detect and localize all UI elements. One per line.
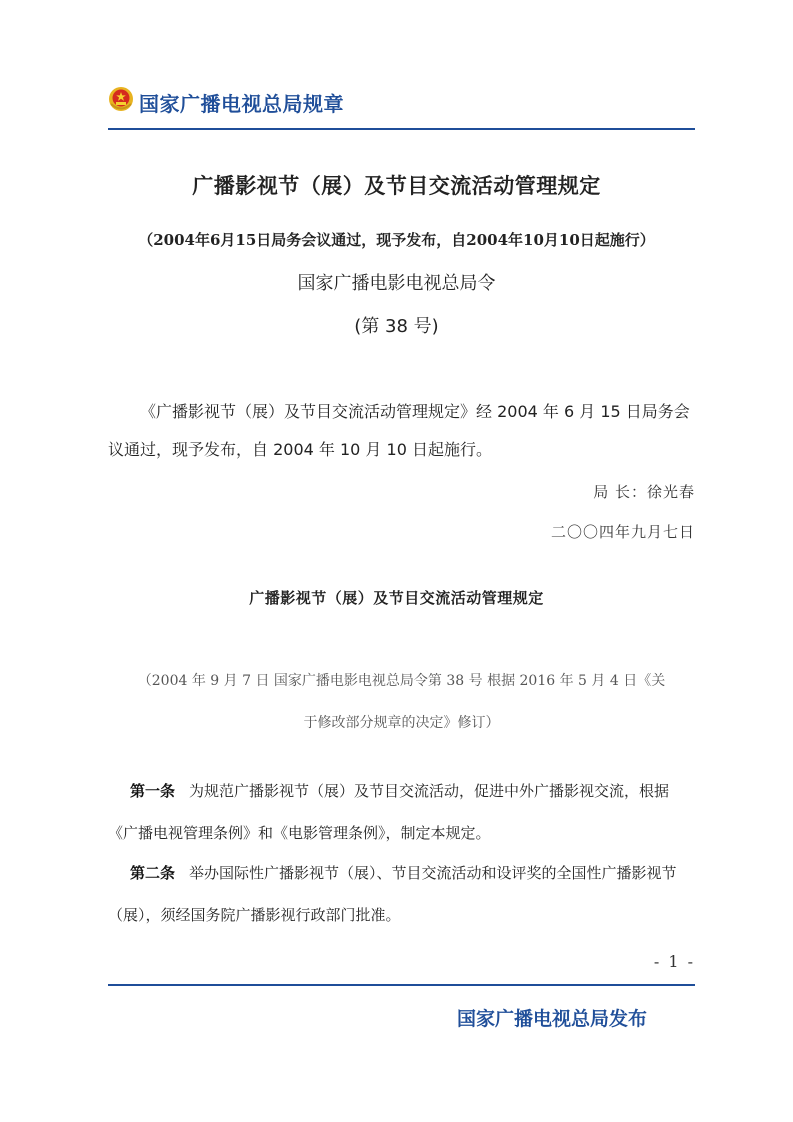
page-number: - 1 - [653,952,695,971]
article-label: 第一条 [130,782,176,800]
signer: 局 长：徐光春 [593,483,695,501]
article-label: 第二条 [130,864,176,882]
article-text: 举办国际性广播影视节（展）、节目交流活动和设评奖的全国性广播影视节（展），须经国务院广播影视行政部门批准。 [108,864,677,924]
document-title: 广播影视节（展）及节目交流活动管理规定 [192,173,601,198]
article-1 [108,770,695,854]
order-number: (第 38 号) [354,316,439,337]
footer-publisher: 国家广播电视总局发布 [456,1008,647,1030]
header-divider [108,128,695,130]
sign-date: 二〇〇四年九月七日 [550,523,695,541]
regulation-title: 广播影视节（展）及节目交流活动管理规定 [249,589,544,607]
revision-note-line-2: 于修改部分规章的决定》修订） [303,715,500,731]
article-2 [108,852,695,936]
document-subtitle: （2004年6月15日局务会议通过，现予发布，自2004年10月10日起施行） [138,231,655,249]
footer-divider [108,984,695,986]
order-name: 国家广播电影电视总局令 [297,273,496,294]
header-title: 国家广播电视总局规章 [139,92,344,116]
intro-paragraph: 《广播影视节（展）及节目交流活动管理规定》经 2004 年 6 月 15 日局务会议通过，现予发布，自 2004 年 10 月 10 日起施行。 [108,402,690,459]
revision-note-line-1: （2004 年 9 月 7 日 国家广播电影电视总局令第 38 号 根据 2016 年 5 月 4 日《关 [137,673,666,689]
article-text: 为规范广播影视节（展）及节目交流活动，促进中外广播影视交流，根据《广播电视管理条例》和《电影管理条例》，制定本规定。 [108,782,670,842]
national-emblem-icon [108,86,134,112]
